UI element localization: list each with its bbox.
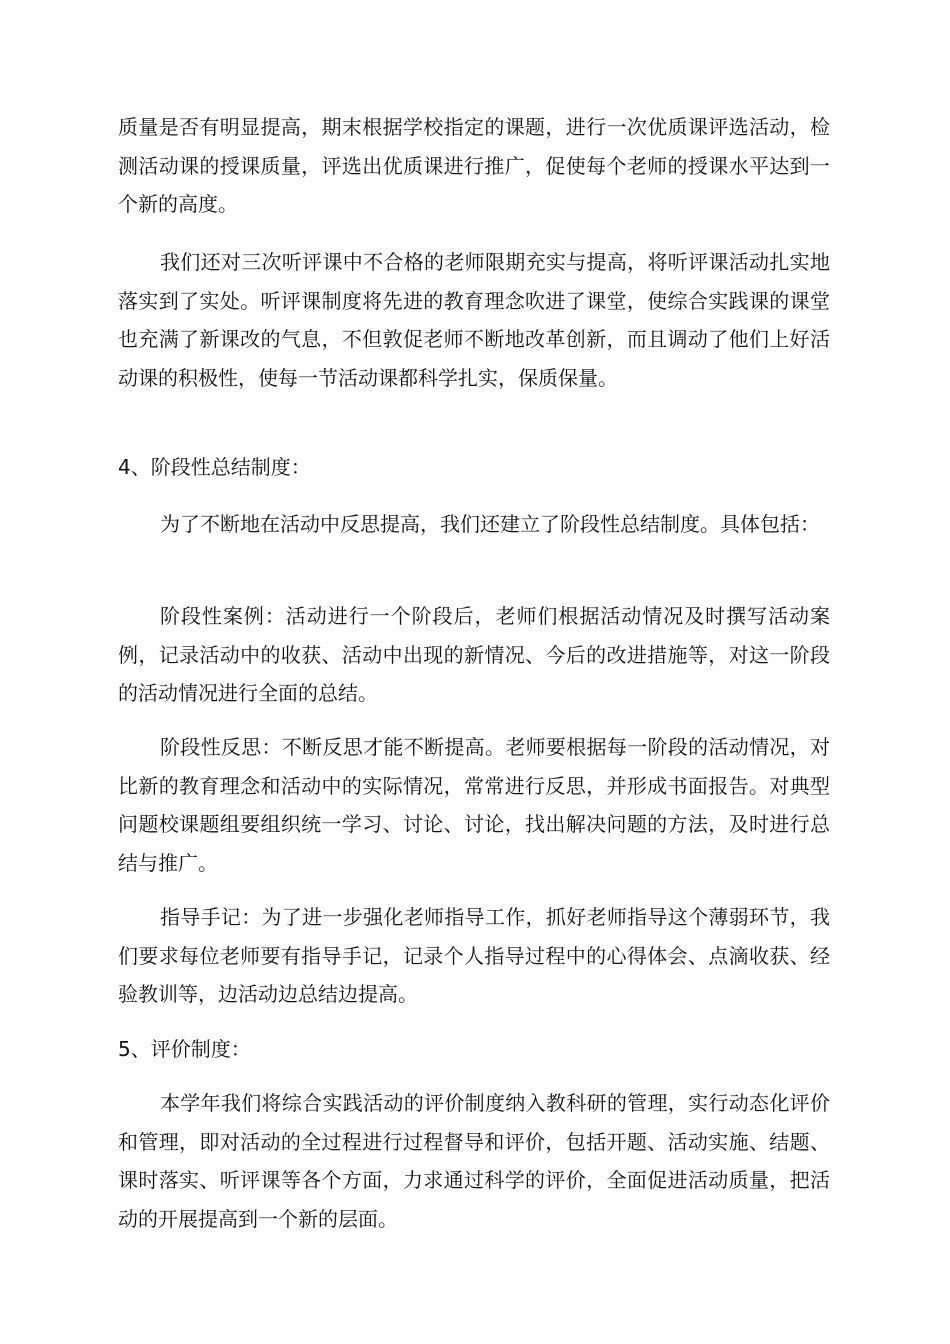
paragraph-stage-cases: 阶段性案例：活动进行一个阶段后，老师们根据活动情况及时撰写活动案例，记录活动中的收获、活动中出现的新情况、今后的改进措施等，对这一阶段的活动情况进行全面的总结。 (118, 604, 830, 705)
paragraph-guidance-notes: 指导手记：为了进一步强化老师指导工作，抓好老师指导这个薄弱环节，我们要求每位老师要有指导手记，记录个人指导过程中的心得体会、点滴收获、经验教训等，边活动边总结边提高。 (118, 905, 830, 1006)
section-heading-4: 4、阶段性总结制度： (118, 455, 311, 479)
paragraph-evaluation-system: 本学年我们将综合实践活动的评价制度纳入教科研的管理，实行动态化评价和管理，即对活动的全过程进行过程督导和评价，包括开题、活动实施、结题、课时落实、听评课等各个方面，力求通过科学的评价，全面促进活动质量，把活动的开展提高到一个新的层面。 (118, 1091, 830, 1231)
paragraph-lesson-evaluation: 我们还对三次听评课中不合格的老师限期充实与提高，将听评课活动扎实地落实到了实处。听评课制度将先进的教育理念吹进了课堂，使综合实践课的课堂也充满了新课改的气息，不但敦促老师不断地改革创新，而且调动了他们上好活动课的积极性，使每一节活动课都科学扎实，保质保量。 (118, 250, 830, 390)
paragraph-teaching-quality: 质量是否有明显提高，期末根据学校指定的课题，进行一次优质课评选活动，检测活动课的授课质量，评选出优质课进行推广，促使每个老师的授课水平达到一个新的高度。 (118, 115, 830, 216)
paragraph-summary-intro: 为了不断地在活动中反思提高，我们还建立了阶段性总结制度。具体包括： (160, 512, 820, 536)
section-heading-5: 5、评价制度： (118, 1037, 251, 1061)
paragraph-stage-reflection: 阶段性反思：不断反思才能不断提高。老师要根据每一阶段的活动情况，对比新的教育理念和活动中的实际情况，常常进行反思，并形成书面报告。对典型问题校课题组要组织统一学习、讨论、讨论，找出解决问题的方法，及时进行总结与推广。 (118, 735, 830, 875)
